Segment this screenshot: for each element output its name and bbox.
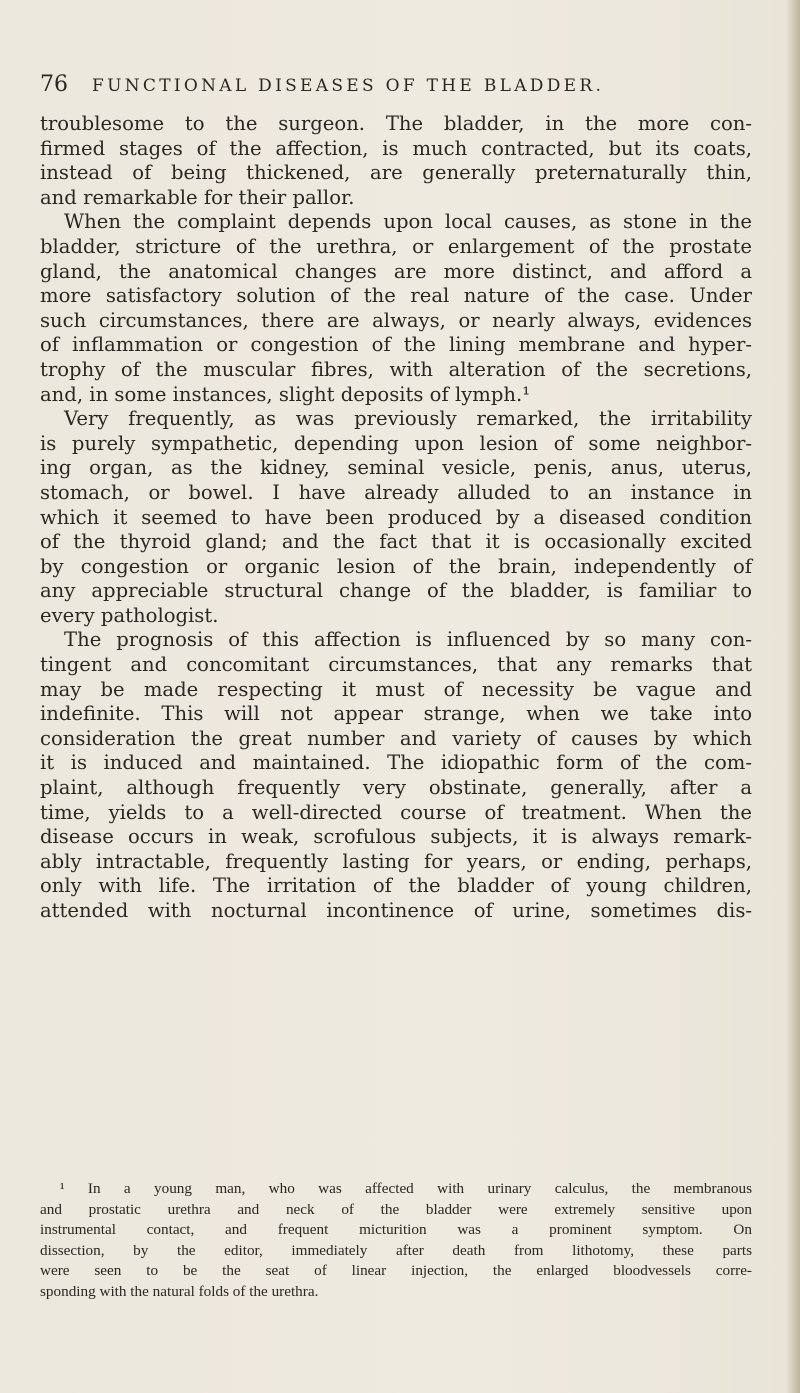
footnote bbox=[40, 1179, 752, 1302]
text-line: consideration the great number and variety of causes by which bbox=[40, 726, 752, 750]
text-line: indefinite. This will not appear strange, when we take into bbox=[40, 702, 752, 726]
footnote-line: dissection, by the editor, immediately after death from lithotomy, these parts bbox=[40, 1241, 752, 1259]
text-line: any appreciable structural change of the bladder, is familiar to bbox=[40, 579, 752, 603]
text-line: only with life. The irritation of the bladder of young children, bbox=[40, 874, 752, 898]
text-line: it is induced and maintained. The idiopathic form of the com- bbox=[40, 751, 752, 775]
text-line: such circumstances, there are always, or nearly always, evidences bbox=[40, 308, 752, 332]
text-line: by congestion or organic lesion of the brain, independently of bbox=[40, 554, 752, 578]
text-line: bladder, stricture of the urethra, or enlargement of the prostate bbox=[40, 234, 752, 258]
text-line: gland, the anatomical changes are more distinct, and afford a bbox=[40, 259, 752, 283]
paragraph-first-line: Very frequently, as was previously remarked, the irritability bbox=[64, 407, 752, 431]
text-line: of the thyroid gland; and the fact that it is occasionally excited bbox=[40, 530, 752, 554]
footnote-line: and prostatic urethra and neck of the bladder were extremely sensitive upon bbox=[40, 1200, 752, 1218]
paragraph-first-line: The prognosis of this affection is influenced by so many con- bbox=[64, 628, 752, 652]
text-line: plaint, although frequently very obstinate, generally, after a bbox=[40, 776, 752, 800]
text-line: troublesome to the surgeon. The bladder, in the more con- bbox=[40, 112, 752, 135]
text-line: ing organ, as the kidney, seminal vesicle, penis, anus, uterus, bbox=[40, 456, 752, 480]
footnote-line: instrumental contact, and frequent micturition was a prominent symptom. On bbox=[40, 1221, 752, 1238]
paragraph-first-line: When the complaint depends upon local causes, as stone in the bbox=[64, 210, 752, 234]
text-line: and remarkable for their pallor. bbox=[40, 185, 355, 209]
page-number: 76 bbox=[40, 72, 68, 97]
text-line: and, in some instances, slight deposits of lymph.¹ bbox=[40, 382, 531, 406]
text-line: ably intractable, frequently lasting for years, or ending, perhaps, bbox=[40, 849, 752, 873]
text-line: may be made respecting it must of necessity be vague and bbox=[40, 677, 752, 701]
page-header bbox=[40, 72, 740, 102]
text-line: stomach, or bowel. I have already alluded to an instance in bbox=[40, 480, 752, 504]
text-line: instead of being thickened, are generally preternaturally thin, bbox=[40, 161, 752, 185]
text-line: attended with nocturnal incontinence of urine, sometimes dis- bbox=[40, 899, 752, 922]
text-line: trophy of the muscular fibres, with alteration of the secretions, bbox=[40, 357, 752, 381]
text-line: every pathologist. bbox=[40, 603, 219, 627]
text-line: more satisfactory solution of the real nature of the case. Under bbox=[40, 284, 752, 308]
text-line: is purely sympathetic, depending upon lesion of some neighbor- bbox=[40, 431, 752, 455]
page-edge-shadow bbox=[786, 0, 800, 1393]
text-line: which it seemed to have been produced by a diseased condition bbox=[40, 505, 752, 529]
footnote-line: sponding with the natural folds of the urethra. bbox=[40, 1282, 319, 1300]
footnote-line: ¹ In a young man, who was affected with urinary calculus, the membranous bbox=[60, 1180, 752, 1197]
running-head: FUNCTIONAL DISEASES OF THE BLADDER. bbox=[92, 76, 605, 96]
text-line: disease occurs in weak, scrofulous subjects, it is always remark- bbox=[40, 825, 752, 849]
text-line: of inflammation or congestion of the lining membrane and hyper- bbox=[40, 333, 752, 357]
text-line: time, yields to a well-directed course of treatment. When the bbox=[40, 800, 752, 824]
footnote-line: were seen to be the seat of linear injection, the enlarged bloodvessels corre- bbox=[40, 1262, 752, 1279]
text-line: tingent and concomitant circumstances, that any remarks that bbox=[40, 653, 752, 677]
text-line: firmed stages of the affection, is much contracted, but its coats, bbox=[40, 136, 752, 160]
body-text bbox=[40, 112, 752, 924]
